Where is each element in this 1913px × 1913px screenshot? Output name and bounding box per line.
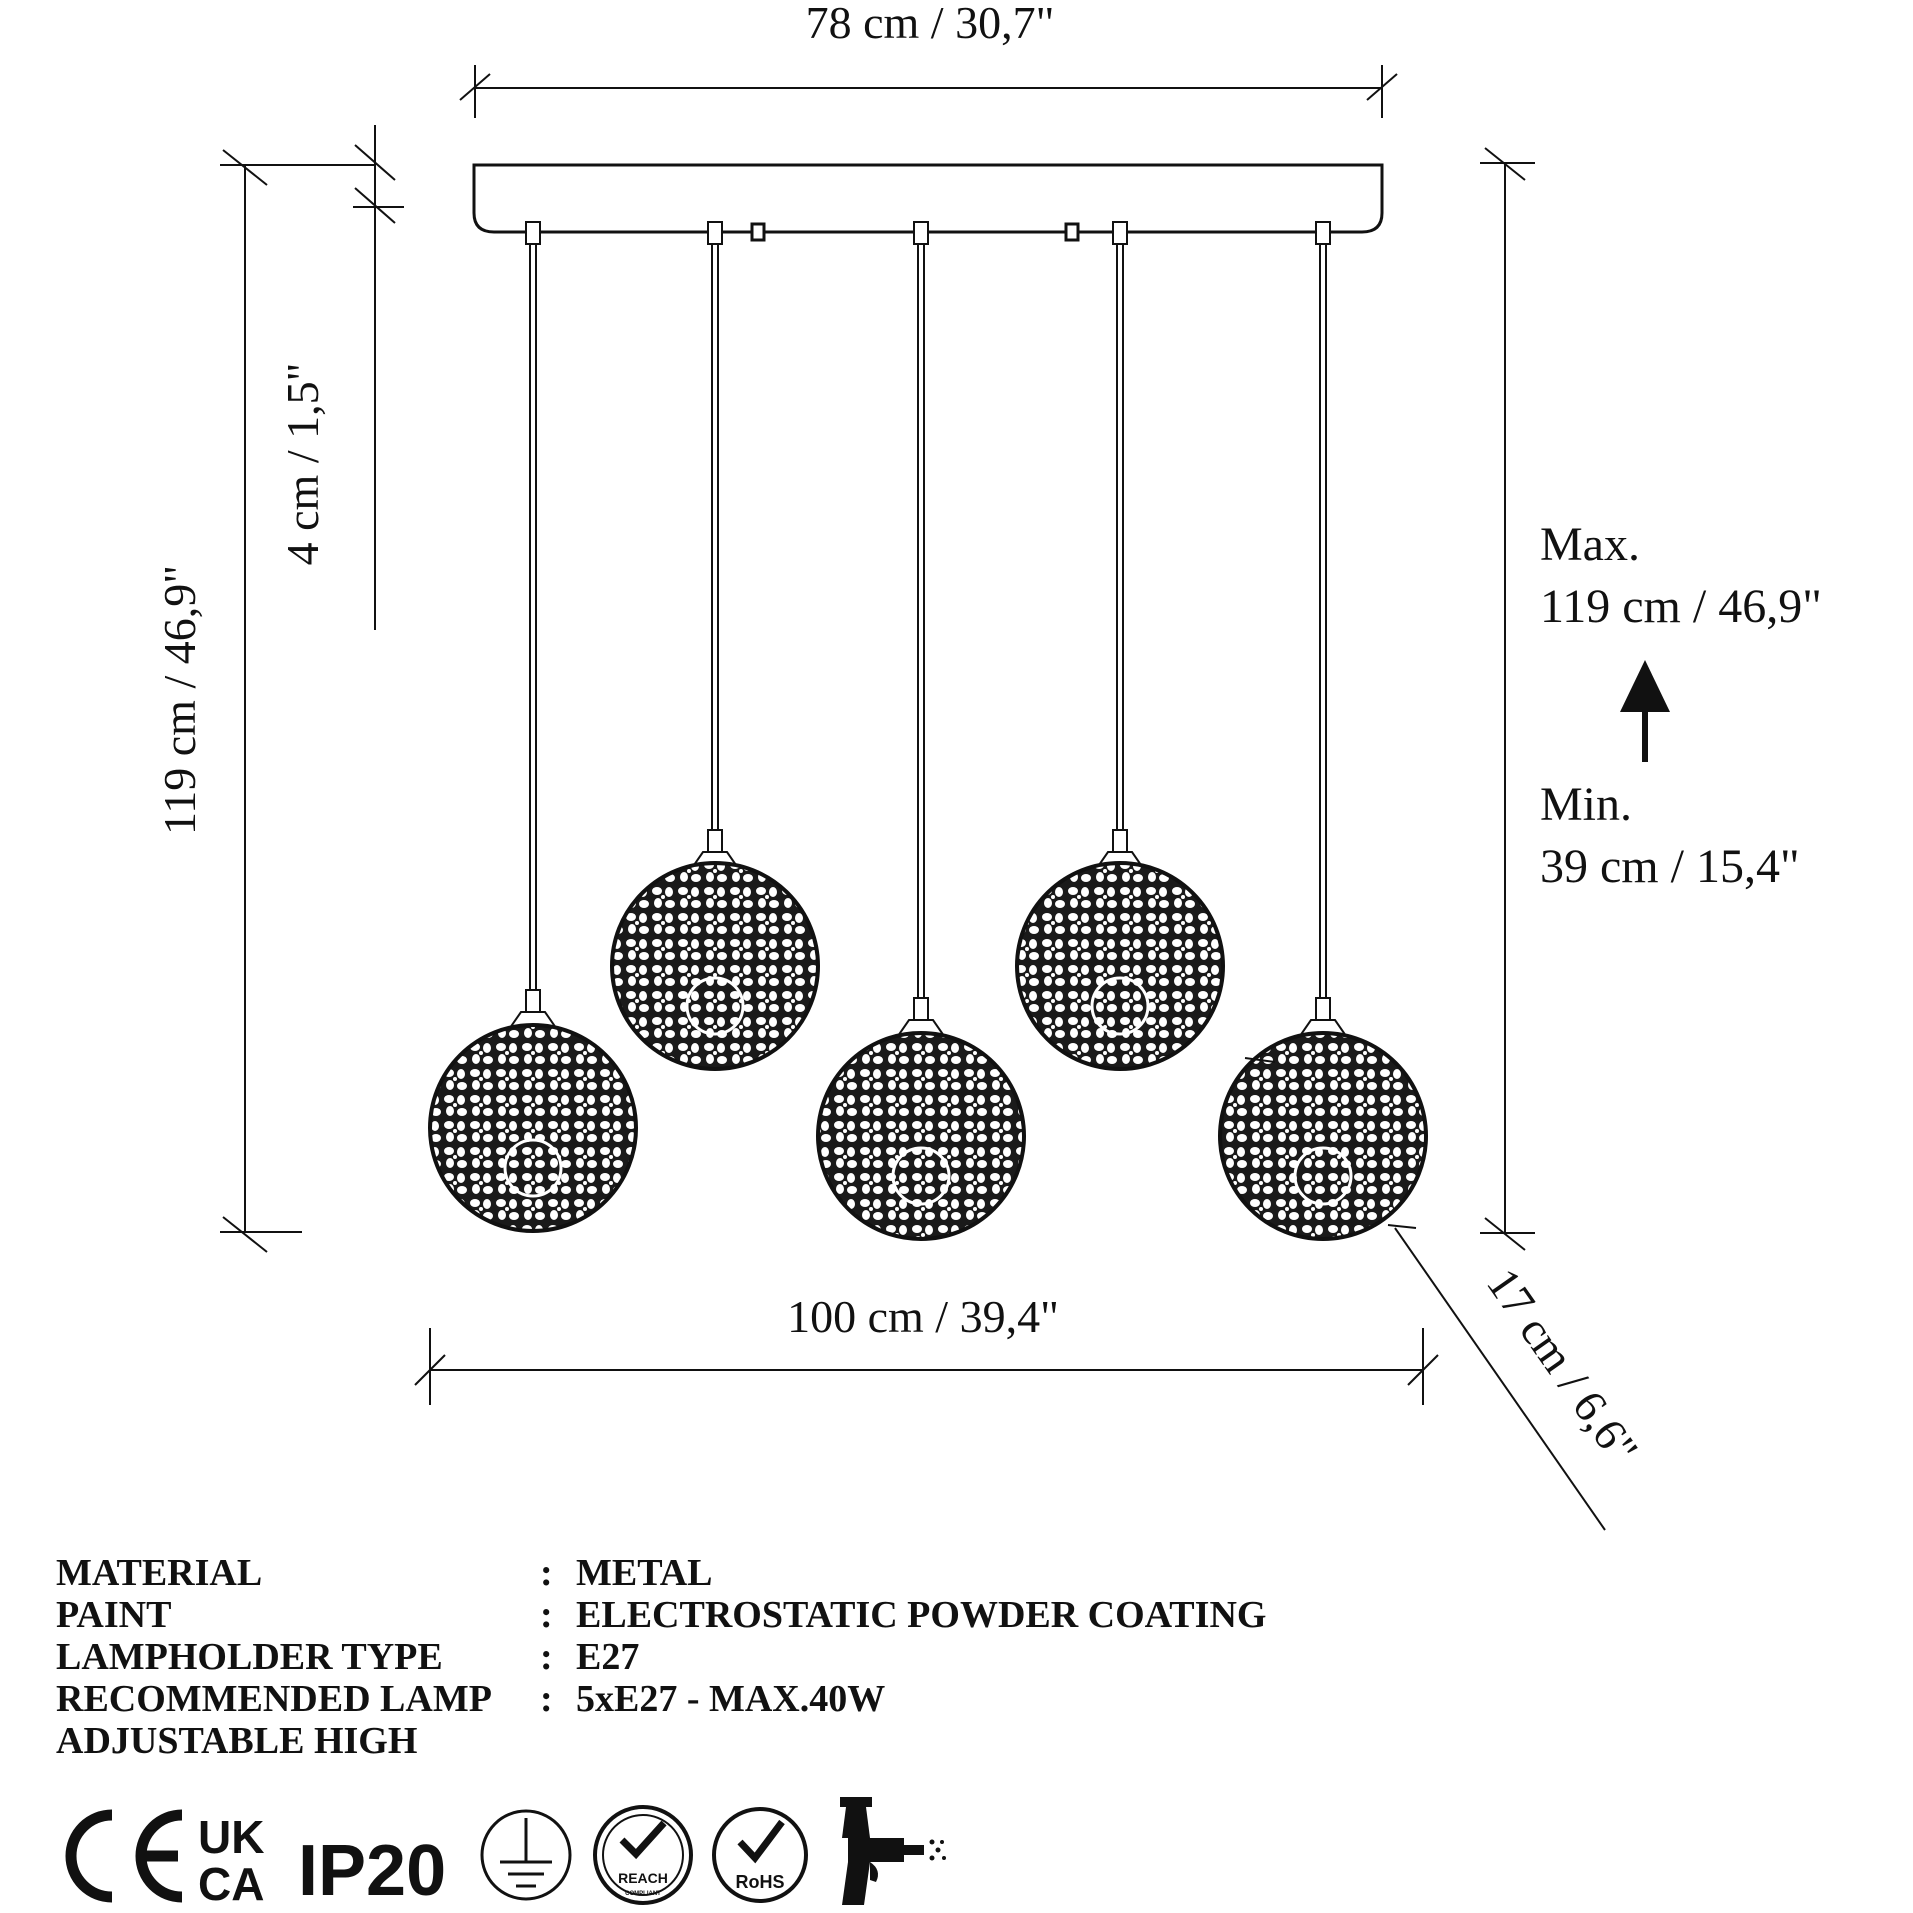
total-width-label: 100 cm / 39,4" — [787, 1291, 1059, 1342]
lattice-globe — [818, 1033, 1024, 1239]
spec-key: MATERIAL — [56, 1552, 263, 1594]
up-arrow-icon — [1620, 660, 1670, 762]
canopy-width-dimension — [460, 65, 1397, 118]
spec-colon: : — [540, 1678, 553, 1720]
spec-key: ADJUSTABLE HIGH — [56, 1720, 418, 1762]
spec-value: 5xE27 - MAX.40W — [576, 1678, 886, 1720]
ukca-bottom-text: CA — [198, 1858, 265, 1910]
spec-key: LAMPHOLDER TYPE — [56, 1636, 443, 1678]
spec-row — [56, 1636, 1266, 1678]
cord-grip — [914, 998, 928, 1020]
total-height-label: 119 cm / 46,9" — [154, 564, 205, 836]
cord-grip — [1316, 998, 1330, 1020]
specifications-list — [56, 1552, 1266, 1762]
spec-row — [56, 1720, 1266, 1762]
spec-value: ELECTROSTATIC POWDER COATING — [576, 1594, 1267, 1636]
lattice-globe — [1017, 863, 1223, 1069]
ukca-top-text: UK — [198, 1811, 265, 1863]
cord-grip — [1113, 222, 1127, 244]
spec-colon: : — [540, 1594, 553, 1636]
canopy-height-label: 4 cm / 1,5" — [277, 362, 328, 566]
spray-gun-icon — [840, 1797, 946, 1905]
lattice-globe — [430, 1025, 636, 1231]
cord-grip — [914, 222, 928, 244]
rohs-icon — [714, 1809, 806, 1901]
spec-value: METAL — [576, 1552, 713, 1594]
spec-key: RECOMMENDED LAMP — [56, 1678, 492, 1720]
spec-colon: : — [540, 1552, 553, 1594]
reach-text: REACH — [618, 1870, 668, 1886]
cord-grip — [708, 222, 722, 244]
cord-grip — [526, 990, 540, 1012]
reach-icon — [595, 1807, 691, 1903]
rohs-text: RoHS — [735, 1872, 785, 1892]
adjustable-height-dimension — [1480, 148, 1535, 1250]
spec-row — [56, 1678, 1266, 1720]
certification-icons — [71, 1797, 946, 1911]
spec-colon — [540, 1720, 576, 1762]
cord-grip — [526, 222, 540, 244]
cord-grip — [708, 830, 722, 852]
total-height-dimension — [220, 150, 375, 1252]
ip20-text: IP20 — [298, 1831, 447, 1911]
spec-colon: : — [540, 1636, 553, 1678]
spec-row — [56, 1594, 1266, 1636]
spec-key: PAINT — [56, 1594, 172, 1636]
adjust-max-value: 119 cm / 46,9" — [1540, 580, 1822, 633]
pendants-group — [430, 222, 1426, 1239]
lattice-globe — [1220, 1033, 1426, 1239]
earth-ground-icon — [482, 1811, 570, 1899]
adjust-min-label: Min. — [1540, 778, 1633, 831]
globe-diameter-label: 17 cm / 6,6" — [1477, 1259, 1649, 1474]
spec-value: E27 — [576, 1636, 640, 1678]
lattice-globe — [612, 863, 818, 1069]
canopy-height-dimension — [353, 125, 404, 630]
reach-sub-text: COMPLIANT — [625, 1891, 661, 1897]
ce-mark-icon — [71, 1815, 182, 1897]
cord-grip — [1113, 830, 1127, 852]
adjust-max-label: Max. — [1540, 518, 1640, 571]
canopy-width-label: 78 cm / 30,7" — [805, 0, 1055, 48]
cord-grip — [1316, 222, 1330, 244]
adjust-min-value: 39 cm / 15,4" — [1540, 840, 1800, 893]
spec-row — [56, 1552, 1266, 1594]
